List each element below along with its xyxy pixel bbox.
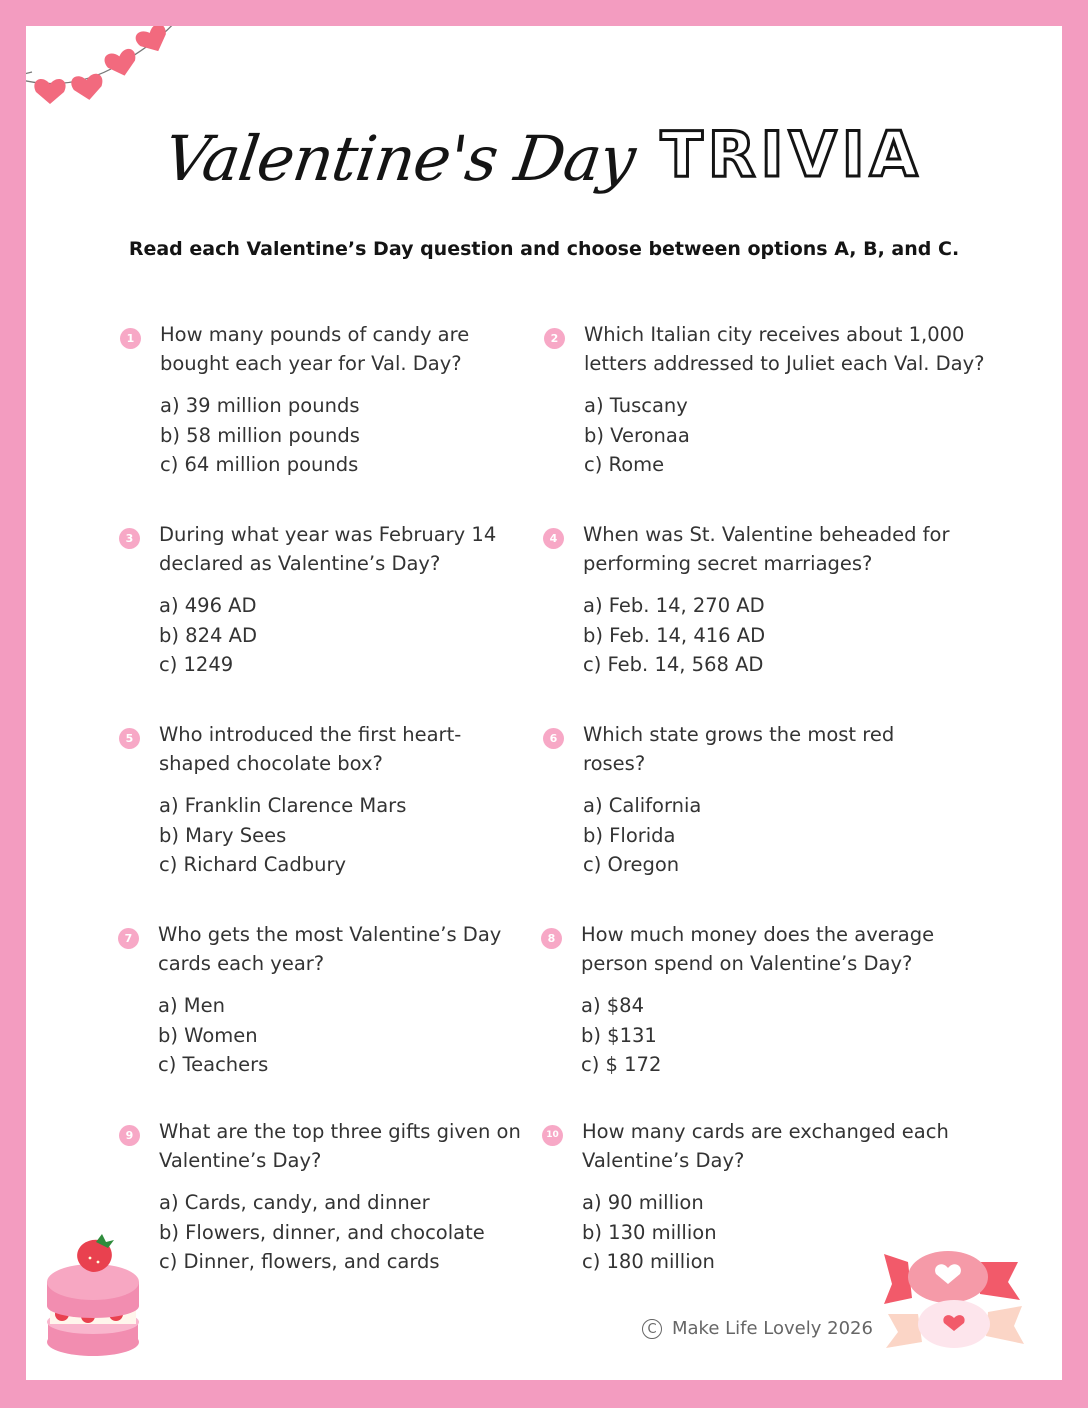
options-list xyxy=(159,1188,485,1277)
option-b: b) 58 million pounds xyxy=(160,423,360,447)
option-a: a) $84 xyxy=(581,994,644,1017)
title-trivia: TRIVIA xyxy=(660,118,923,191)
options-list xyxy=(582,1188,717,1277)
options-list xyxy=(159,591,257,680)
question-text: When was St. Valentine beheaded for performing secret marriages? xyxy=(583,523,950,575)
options-list xyxy=(158,991,268,1080)
option-c: c) Dinner, flowers, and cards xyxy=(159,1250,440,1273)
instructions: Read each Valentine’s Day question and choose between options A, B, and C. xyxy=(128,238,960,260)
option-a: a) Franklin Clarence Mars xyxy=(159,794,407,817)
option-c: c) Feb. 14, 568 AD xyxy=(583,653,764,676)
question-number-badge: 4 xyxy=(543,528,564,549)
question-text: Which state grows the most red roses? xyxy=(583,723,895,775)
question-text: Who gets the most Valentine’s Day cards each year? xyxy=(158,923,502,975)
question-text: How many cards are exchanged each Valentine’s Day? xyxy=(582,1120,949,1172)
question-number-badge: 8 xyxy=(541,928,562,949)
options-list xyxy=(584,391,690,480)
option-b: b) Veronaa xyxy=(584,423,690,447)
macaron-cake-icon xyxy=(38,1232,148,1362)
option-c: c) 64 million pounds xyxy=(160,453,359,476)
title-script: Valentine's Day xyxy=(160,122,640,195)
option-b: b) Women xyxy=(158,1023,258,1047)
options-list xyxy=(583,591,765,680)
option-a: a) California xyxy=(583,794,702,817)
question-text: Which Italian city receives about 1,000 letters addressed to Juliet each Val. Day? xyxy=(584,323,985,375)
option-a: a) 90 million xyxy=(582,1191,704,1214)
copyright-icon: C xyxy=(642,1319,662,1339)
option-a: a) Cards, candy, and dinner xyxy=(159,1191,430,1214)
worksheet-page xyxy=(26,26,1062,1380)
heart-garland-icon xyxy=(26,26,210,134)
option-c: c) $ 172 xyxy=(581,1053,662,1076)
options-list xyxy=(160,391,360,480)
title xyxy=(26,118,1062,195)
option-b: b) Flowers, dinner, and chocolate xyxy=(159,1220,485,1244)
options-list xyxy=(583,791,701,880)
option-b: b) Mary Sees xyxy=(159,823,287,847)
question-number-badge: 7 xyxy=(118,928,139,949)
option-c: c) Rome xyxy=(584,453,665,476)
option-a: a) Men xyxy=(158,994,225,1017)
question-number-badge: 5 xyxy=(119,728,140,749)
option-b: b) $131 xyxy=(581,1023,657,1047)
question-text: How many pounds of candy are bought each year for Val. Day? xyxy=(160,323,470,375)
question-number-badge: 9 xyxy=(119,1125,140,1146)
options-list xyxy=(581,991,661,1080)
copyright-footer xyxy=(642,1318,873,1339)
option-a: a) Tuscany xyxy=(584,394,688,417)
option-c: c) Teachers xyxy=(158,1053,269,1076)
option-b: b) Feb. 14, 416 AD xyxy=(583,623,766,647)
option-c: c) 1249 xyxy=(159,653,234,676)
options-list xyxy=(159,791,406,880)
question-number-badge: 6 xyxy=(543,728,564,749)
option-a: a) 39 million pounds xyxy=(160,394,360,417)
question-number-badge: 2 xyxy=(544,328,565,349)
question-text: During what year was February 14 declared as Valentine’s Day? xyxy=(159,523,497,575)
option-b: b) 824 AD xyxy=(159,623,257,647)
question-number-badge: 1 xyxy=(120,328,141,349)
question-text: Who introduced the first heart-shaped chocolate box? xyxy=(159,723,462,775)
option-b: b) Florida xyxy=(583,823,676,847)
question-text: How much money does the average person spend on Valentine’s Day? xyxy=(581,923,935,975)
option-c: c) 180 million xyxy=(582,1250,715,1273)
wrapped-candy-icon xyxy=(878,1232,1028,1352)
option-c: c) Richard Cadbury xyxy=(159,853,347,876)
footer-text: Make Life Lovely 2026 xyxy=(672,1318,873,1339)
question-text: What are the top three gifts given on Valentine’s Day? xyxy=(159,1120,521,1172)
question-number-badge: 10 xyxy=(542,1125,563,1146)
option-c: c) Oregon xyxy=(583,853,680,876)
question-number-badge: 3 xyxy=(119,528,140,549)
option-b: b) 130 million xyxy=(582,1220,717,1244)
option-a: a) Feb. 14, 270 AD xyxy=(583,594,765,617)
option-a: a) 496 AD xyxy=(159,594,257,617)
